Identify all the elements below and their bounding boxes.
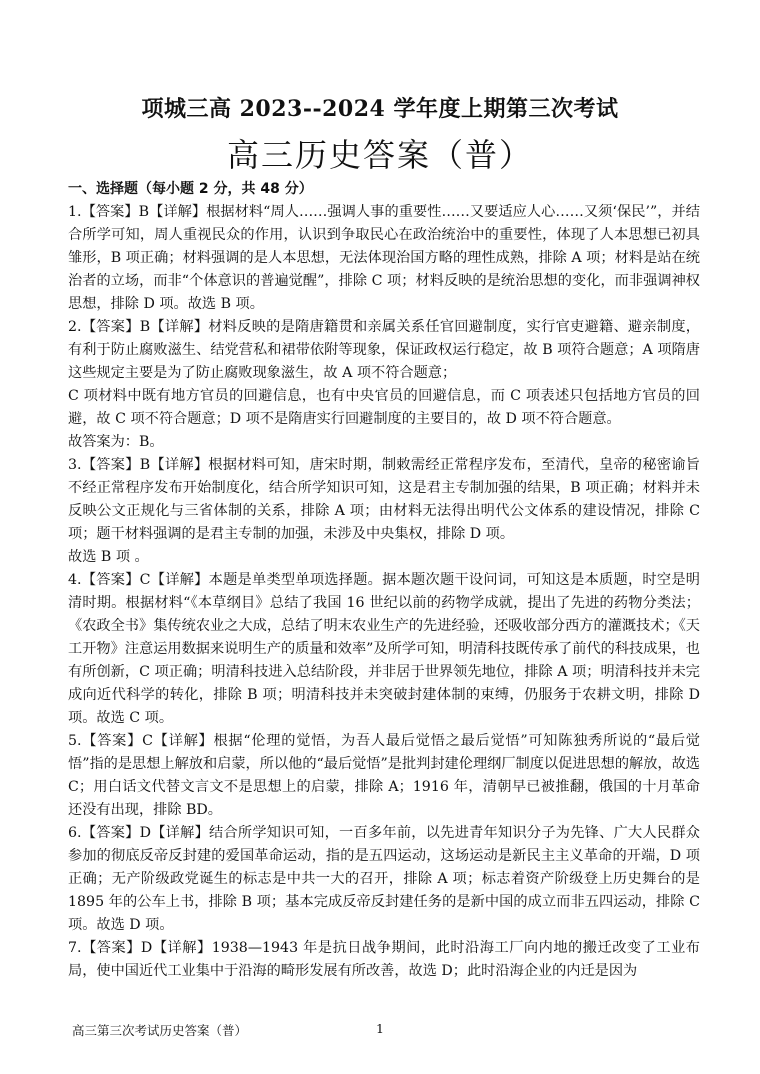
answer-item-6: 6.【答案】D【详解】结合所学知识可知，一百多年前，以先进青年知识分子为先锋、广大人民群众参加的彻底反帝反封建的爱国革命运动，指的是五四运动，这场运动是新民主主义革命的开端，D 项正确；无产阶级政党诞生的标志是中共一大的召开，排除 A 项；标志着资产阶级登上历史舞台的是 1895 年的公车上书，排除 B 项；基本完成反帝反封建任务的是新中国的成立而非五四运动，排除 C 项。故选 D 项。	[68, 825, 700, 933]
document-body	[68, 178, 700, 983]
answer-item-7: 7.【答案】D【详解】1938—1943 年是抗日战争期间，此时沿海工厂向内地的搬迁改变了工业布局，使中国近代工业集中于沿海的畸形发展有所改善，故选 D；此时沿海企业的内迁是因为	[68, 940, 700, 979]
footer-title: 高三第三次考试历史答案（普）	[72, 1023, 248, 1038]
page-footer	[72, 1021, 672, 1039]
page-number: 1	[376, 1021, 384, 1036]
answer-item-2-continued: C 项材料中既有地方官员的回避信息，也有中央官员的回避信息，而 C 项表述只包括地方官员的回避，故 C 项不符合题意；D 项不是隋唐实行回避制度的主要目的，故 D 项不符合题意。	[68, 388, 700, 427]
answer-item-3-conclusion: 故选 B 项 。	[68, 549, 149, 565]
answer-item-2-conclusion: 故答案为：B。	[68, 434, 164, 450]
answer-title: 高三历史答案（普）	[226, 136, 533, 174]
answer-item-1: 1.【答案】B【详解】根据材料“周人……强调人事的重要性……又要适应人心……又须‘保民’”，并结合所学可知，周人重视民众的作用，认识到争取民心在政治统治中的重要性，体现了人本思想已初具雏形，B 项正确；材料强调的是人本思想，无法体现治国方略的理性成熟，排除 A 项；材料是站在统治者的立场，而非“个体意识的普遍觉醒”，排除 C 项；材料反映的是统治思想的变化，而非强调神权思想，排除 D 项。故选 B 项。	[68, 204, 700, 312]
section-heading: 一、选择题（每小题 2 分，共 48 分）	[68, 181, 313, 197]
answer-item-5: 5.【答案】C【详解】根据“伦理的觉悟，为吾人最后觉悟之最后觉悟”可知陈独秀所说的“最后觉悟”指的是思想上解放和启蒙，所以他的“最后觉悟”是批判封建伦理纲厂制度以促进思想的解放，故选 C；用白话文代替文言文不是思想上的启蒙，排除 A；1916 年，清朝早已被推翻，俄国的十月革命还没有出现，排除 BD。	[68, 733, 700, 818]
answer-item-2: 2.【答案】B【详解】材料反映的是隋唐籍贯和亲属关系任官回避制度，实行官吏避籍、避亲制度，有利于防止腐败滋生、结党营私和裙带依附等现象，保证政权运行稳定，故 B 项符合题意；A 项隋唐这些规定主要是为了防止腐败现象滋生，故 A 项不符合题意；	[68, 319, 700, 381]
answer-item-3: 3.【答案】B【详解】根据材料可知，唐宋时期，制敕需经正常程序发布，至清代，皇帝的秘密谕旨不经正常程序发布开始制度化，结合所学知识可知，这是君主专制加强的结果，B 项正确；材料并未反映公文正规化与三省体制的关系，排除 A 项；由材料无法得出明代公文体系的建设情况，排除 C 项；题干材料强调的是君主专制的加强，未涉及中央集权，排除 D 项。	[68, 457, 700, 542]
answer-item-4: 4.【答案】C【详解】本题是单类型单项选择题。据本题次题干设问词，可知这是本质题，时空是明清时期。根据材料“《本草纲目》总结了我国 16 世纪以前的药物学成就，提出了先进的药物分类法；《农政全书》集传统农业之大成，总结了明末农业生产的先进经验，还吸收部分西方的灌溉技术；《天工开物》注意运用数据来说明生产的质量和效率”及所学可知，明清科技既传承了前代的科技成果，也有所创新，C 项正确；明清科技进入总结阶段，并非居于世界领先地位，排除 A 项；明清科技并未完成向近代科学的转化，排除 B 项；明清科技并未突破封建体制的束缚，仍服务于农耕文明，排除 D 项。故选 C 项。	[68, 572, 700, 726]
exam-title: 项城三高 2023--2024 学年度上期第三次考试	[141, 96, 619, 122]
